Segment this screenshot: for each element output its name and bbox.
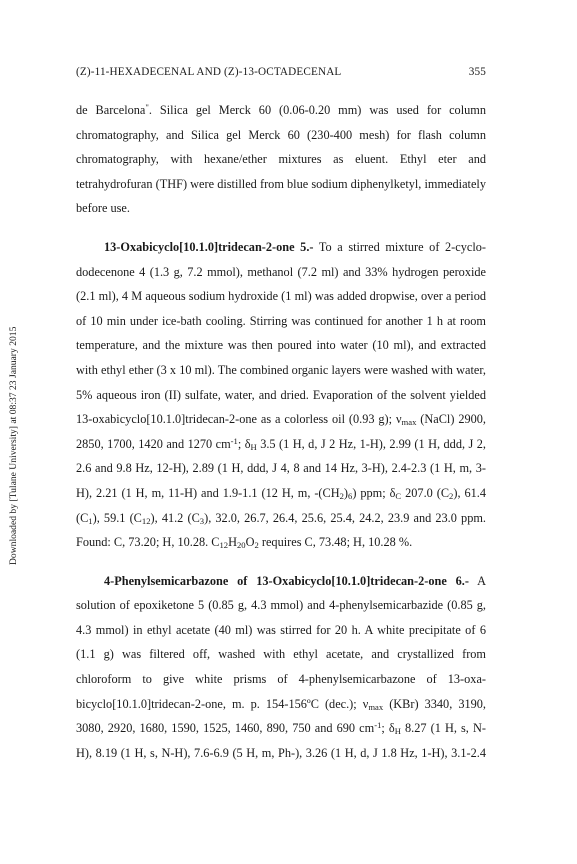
paragraph-compound-6	[76, 569, 486, 766]
text-line: bicyclo[10.1.0]tridecan-2-one, m. p. 154-156ºC (dec.); $\nu_{max}$ (KBr) 3340, 3190,	[76, 696, 486, 712]
text-line: temperature, and the mixture was then poured into water (10 ml), and extracted	[76, 338, 486, 353]
text-line: 13-oxabicyclo[10.1.0]tridecan-2-one as a colorless oil (0.93 g); $\nu_{max}$ (NaCl) 2900,	[76, 412, 486, 428]
running-header	[76, 66, 486, 82]
text-line: H), 2.21 (1 H, m, 11-H) and 1.9-1.1 (12 H, m, $-(CH_2)_6$) ppm; $\delta_C$ 207.0 $(C_2)$, 61.4	[76, 485, 486, 501]
page-number: 355	[468, 66, 486, 78]
text-line	[76, 569, 486, 594]
text-line: Found: C, 73.20; H, 10.28. $C_{12}H_{20}O_2$ requires C, 73.48; H, 10.28 %.	[76, 535, 413, 551]
section-heading: 13-Oxabicyclo[10.1.0]tridecan-2-one 5.-	[104, 239, 314, 254]
text-line: solution of epoxiketone 5 (0.85 g, 4.3 mmol) and 4-phenylsemicarbazide (0.85 g,	[76, 598, 486, 613]
text-line: (1.1 g) was filtered off, washed with ethyl acetate, and crystallized from	[76, 647, 486, 662]
text-line: (2.1 ml), 4 M aqueous sodium hydroxide (1 ml) was added dropwise, over a period	[76, 289, 486, 304]
text-line: chloroform to give white prisms of 4-phenylsemicarbazone of 13-oxa-	[76, 672, 486, 687]
text-line: 3080, 2920, 1680, 1590, 1525, 1460, 890, 750 and 690 $cm^{-1}$; $\delta_H$ 8.27 (1 H, s, N-	[76, 720, 486, 737]
text-line: chromatography, and Silica gel Merck 60 (230-400 mesh) for flash column	[76, 127, 486, 142]
text-line: of 10 min under ice-bath cooling. Stirring was continued for another 1 h at room	[76, 313, 486, 328]
text-line: H), 8.19 (1 H, s, N-H), 7.6-6.9 (5 H, m, Ph-), 3.26 (1 H, d, J 1.8 Hz, 1-H), 3.1-2.4	[76, 745, 486, 760]
section-heading: 4-Phenylsemicarbazone of 13-Oxabicyclo[10.1.0]tridecan-2-one 6.-	[104, 573, 469, 588]
text-line: before use.	[76, 201, 130, 216]
running-title: (Z)-11-HEXADECENAL AND (Z)-13-OCTADECENAL	[76, 66, 342, 78]
paragraph-compound-5	[76, 235, 486, 555]
text-line: 4.3 mmol) in ethyl acetate (40 ml) was stirred for 20 h. A white precipitate of 6	[76, 622, 486, 637]
paragraph-materials	[76, 98, 486, 221]
text-line: $(C_1)$, 59.1 $(C_{12})$, 41.2 $(C_3)$, 32.0, 26.7, 26.4, 25.6, 25.4, 24.2, 23.9 and 23.0 ppm.	[76, 510, 486, 526]
text-line: chromatography, with hexane/ether mixtures as eluent. Ethyl eter and	[76, 152, 486, 167]
text-line: 5% aqueous iron (II) sulfate, water, and dried. Evaporation of the solvent yielded	[76, 387, 486, 402]
text-line: 2850, 1700, 1420 and 1270 $cm^{-1}$; $\delta_H$ 3.5 (1 H, d, J 2 Hz, 1-H), 2.99 (1 H, ddd, J 2,	[76, 435, 486, 452]
text-line: with ethyl ether (3 x 10 ml). The combined organic layers were washed with water,	[76, 362, 486, 377]
text-line: dodecenone 4 (1.3 g, 7.2 mmol), methanol (7.2 ml) and 33% hydrogen peroxide	[76, 264, 486, 279]
download-watermark: Downloaded by [Tulane University] at 08:37 23 January 2015	[8, 326, 19, 566]
text-run: A	[468, 573, 486, 588]
text-line: de Barcelona". Silica gel Merck 60 (0.06-0.20 mm) was used for column	[76, 102, 486, 117]
text-line: 2.6 and 9.8 Hz, 12-H), 2.89 (1 H, ddd, J 4, 8 and 14 Hz, 3-H), 2.4-2.3 (1 H, m, 3-	[76, 461, 486, 476]
text-line: tetrahydrofuran (THF) were distilled from blue sodium diphenylketyl, immediately	[76, 176, 486, 191]
text-line	[76, 235, 486, 260]
text-run: To a stirred mixture of 2-cyclo-	[313, 239, 486, 254]
article-body	[76, 98, 486, 765]
